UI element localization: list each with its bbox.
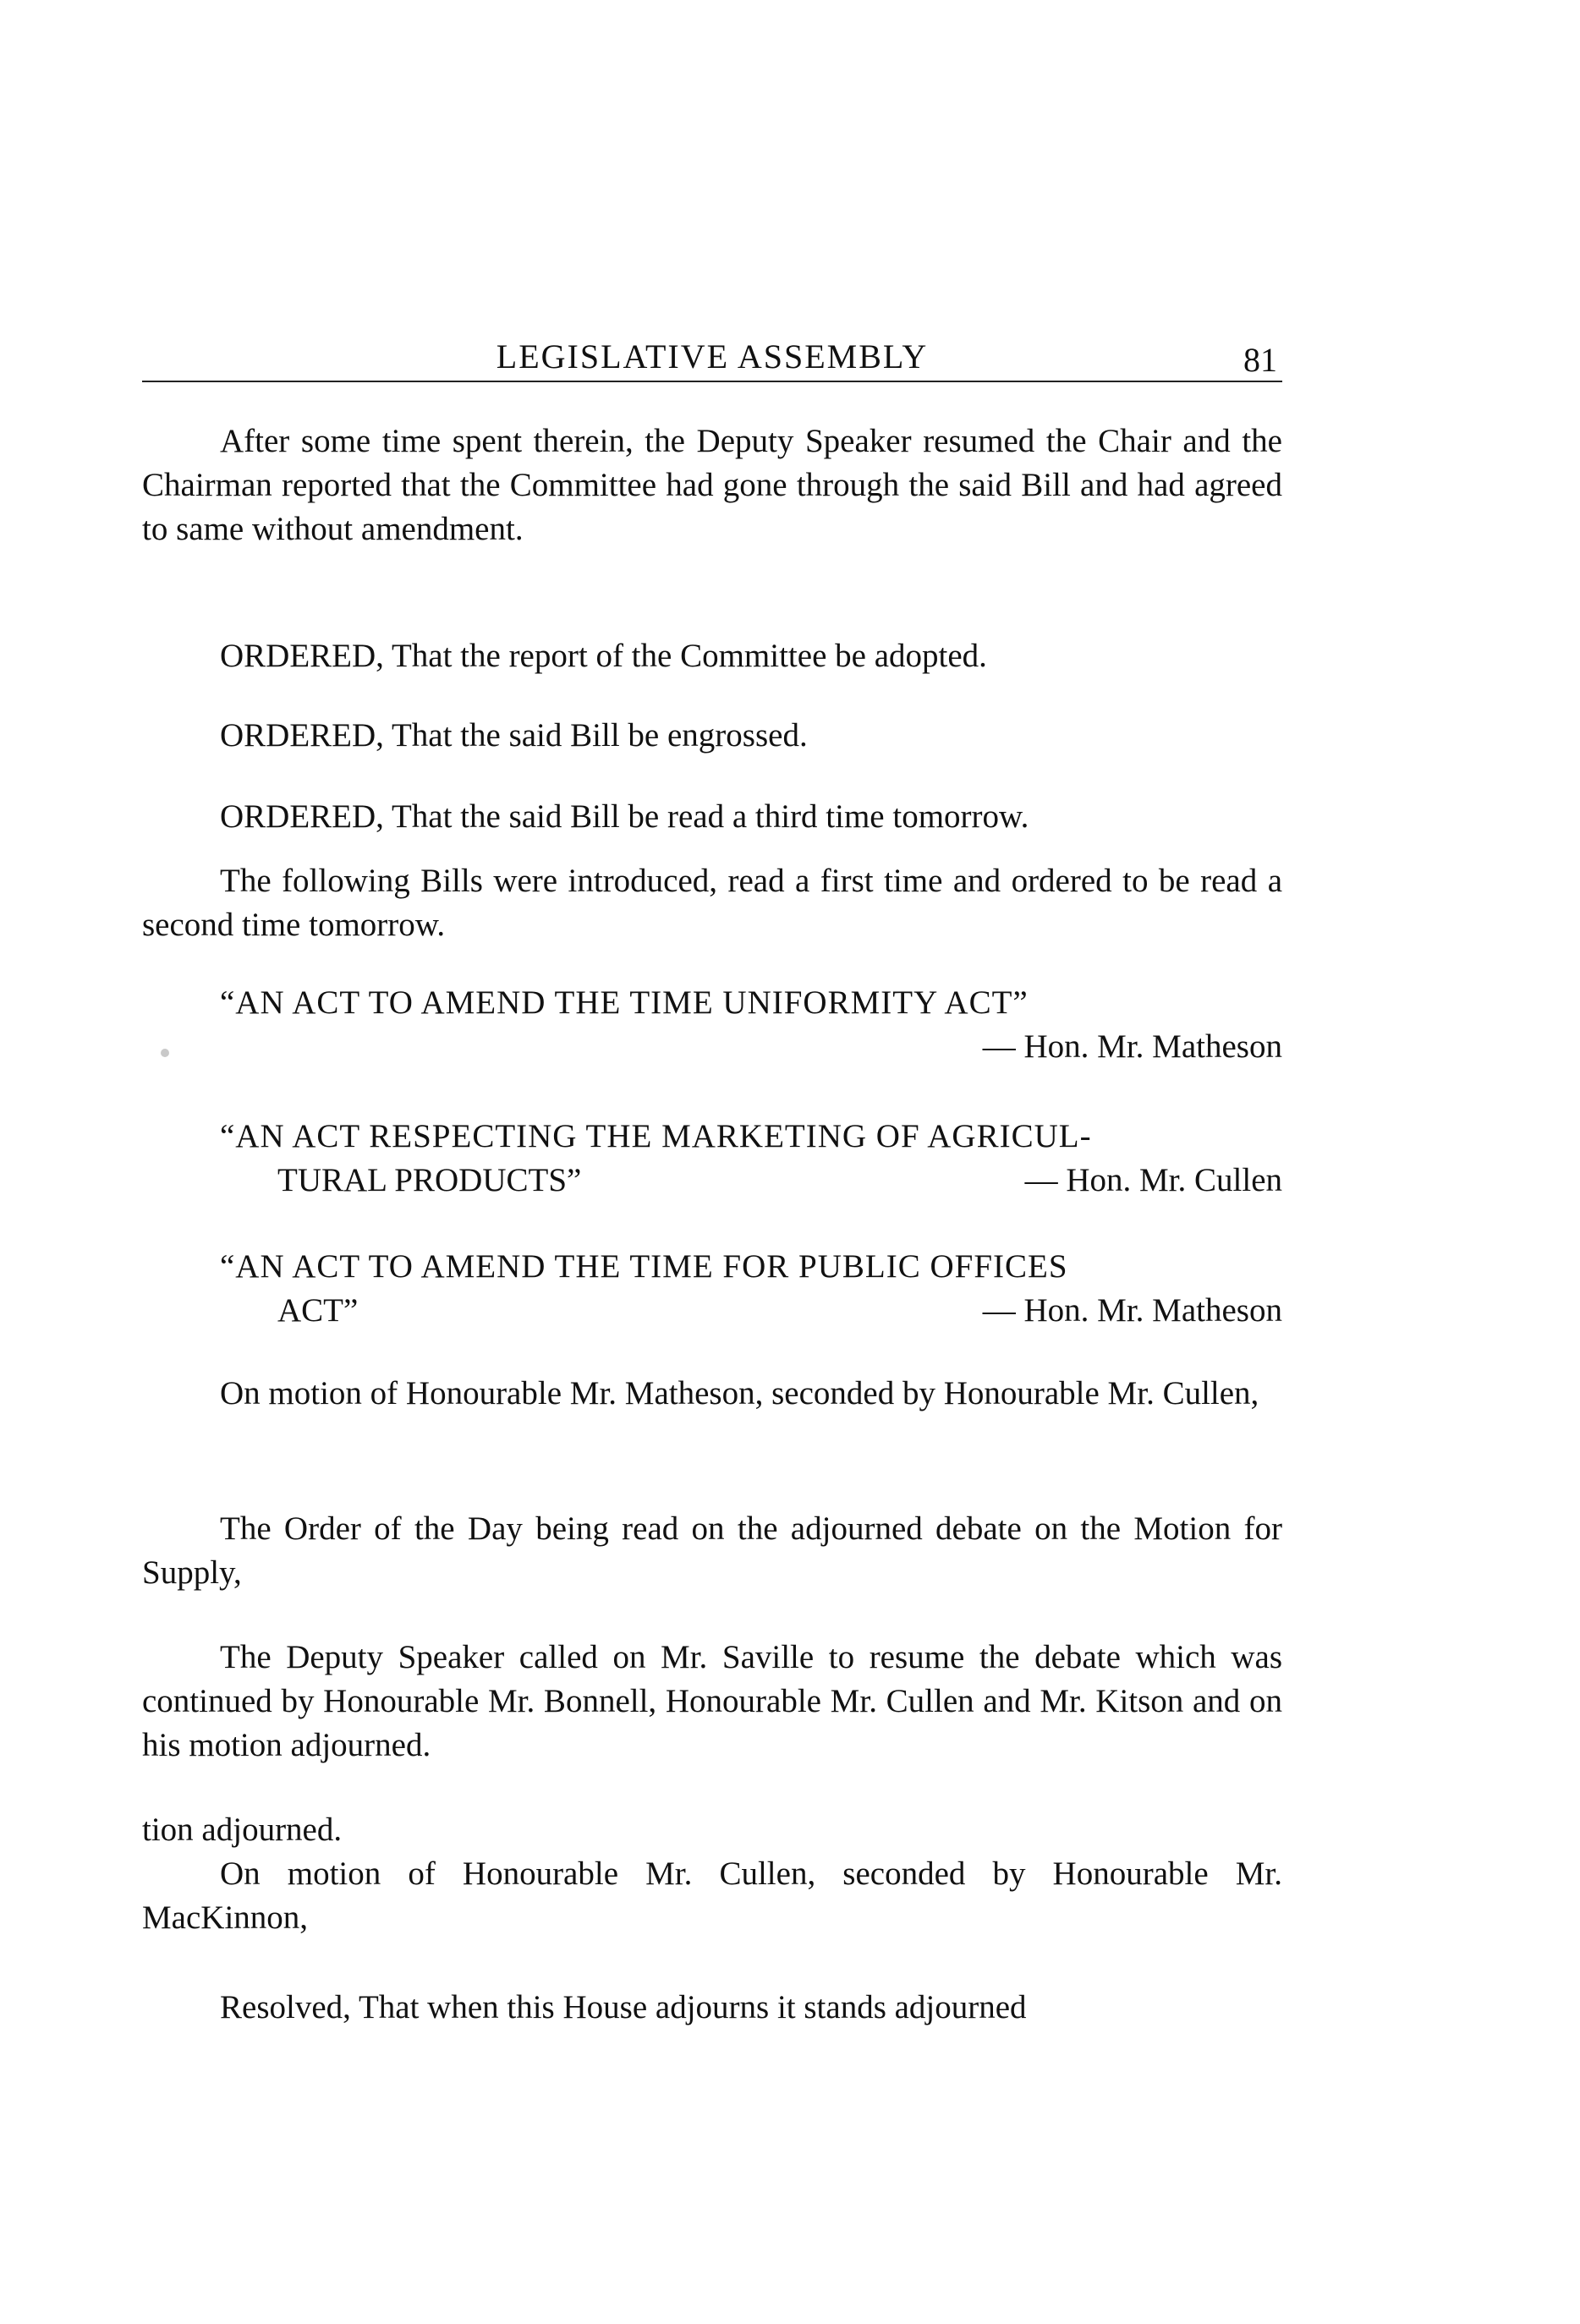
bill-entry bbox=[142, 1115, 1282, 1203]
bill-title: “AN ACT TO AMEND THE TIME UNIFORMITY ACT” bbox=[220, 984, 1029, 1021]
paragraph-order-of-day: The Order of the Day being read on the adjourned debate on the Motion for Supply, bbox=[142, 1510, 1282, 1591]
running-title: LEGISLATIVE ASSEMBLY bbox=[496, 337, 929, 375]
paragraph-committee-report: After some time spent therein, the Deputy Speaker resumed the Chair and the Chairman reported that the Committee had gone through the said Bill and had agreed to same without amendment. bbox=[142, 423, 1282, 547]
page-number: 81 bbox=[1243, 341, 1277, 379]
bill-title-continuation-row bbox=[142, 1289, 1282, 1333]
bill-entry bbox=[142, 981, 1282, 1069]
paragraph-ordered-third-reading: ORDERED, That the said Bill be read a third time tomorrow. bbox=[220, 798, 1029, 835]
bill-title-continuation: ACT” bbox=[277, 1292, 359, 1329]
bill-title-continuation: TURAL PRODUCTS” bbox=[277, 1162, 582, 1198]
bill-title-continuation-row bbox=[142, 1159, 1282, 1203]
paragraph-ordered-adopted: ORDERED, That the report of the Committee be adopted. bbox=[220, 638, 987, 674]
bill-title: “AN ACT TO AMEND THE TIME FOR PUBLIC OFFICES bbox=[220, 1248, 1068, 1285]
bill-sponsor: — Hon. Mr. Matheson bbox=[982, 1028, 1282, 1065]
text-fragment: tion adjourned. bbox=[142, 1812, 343, 1848]
paragraph-resolved: Resolved, That when this House adjourns it stands adjourned bbox=[220, 1989, 1027, 2025]
paragraph-motion-cullen: On motion of Honourable Mr. Cullen, seconded by Honourable Mr. MacKinnon, bbox=[142, 1855, 1282, 1936]
page-header bbox=[142, 335, 1282, 382]
paragraph-bills-introduced: The following Bills were introduced, read a first time and ordered to be read a second time tomorrow. bbox=[142, 863, 1282, 943]
bill-title: “AN ACT RESPECTING THE MARKETING OF AGRICUL- bbox=[220, 1118, 1092, 1154]
paragraph-ordered-engrossed: ORDERED, That the said Bill be engrossed. bbox=[220, 717, 808, 754]
paragraph-motion-matheson: On motion of Honourable Mr. Matheson, seconded by Honourable Mr. Cullen, bbox=[220, 1375, 1259, 1411]
bill-sponsor: — Hon. Mr. Matheson bbox=[982, 1292, 1282, 1329]
bill-sponsor: — Hon. Mr. Cullen bbox=[1024, 1162, 1282, 1198]
paragraph-debate: The Deputy Speaker called on Mr. Saville to resume the debate which was continued by Honourable Mr. Bonnell, Honourable Mr. Cullen and Mr. Kitson and on his motion adjourned. bbox=[142, 1639, 1282, 1763]
scan-speck bbox=[161, 1049, 169, 1057]
bill-entry bbox=[142, 1245, 1282, 1333]
